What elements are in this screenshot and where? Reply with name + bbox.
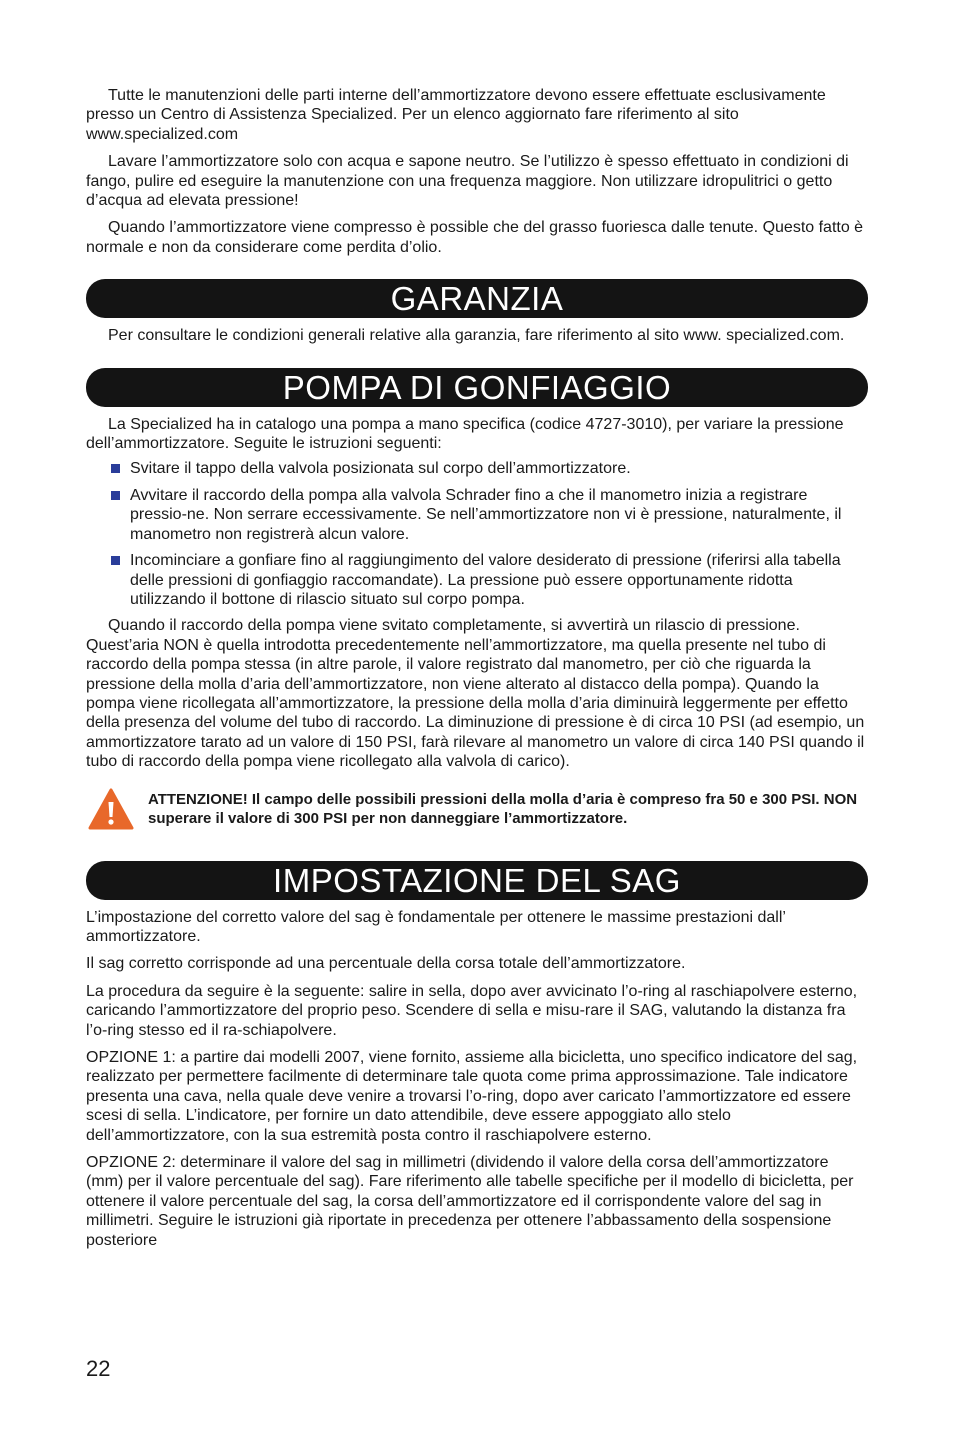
section-heading-pompa: POMPA DI GONFIAGGIO [86, 368, 868, 407]
bullet-square-icon [111, 491, 120, 500]
section-heading-sag: IMPOSTAZIONE DEL SAG [86, 861, 868, 900]
list-item: Avvitare il raccordo della pompa alla valvola Schrader fino a che il manometro inizia a registrare pressio-ne. Non serrare eccessivamente. Se nell’ammortizzatore non vi è pressione, naturalmente, il manometro non registrerà alcun valore. [86, 486, 868, 544]
sag-paragraph-3: La procedura da seguire è la seguente: salire in sella, dopo aver avvicinato l’o-ring al raschiapolvere esterno, caricando l’ammortizzatore del proprio peso. Scendere di sella e misu-rare il SAG, valutando la distanza fra l’o-ring stesso ed il ra-schiapolvere. [86, 982, 858, 1039]
sag-option-1: OPZIONE 1: a partire dai modelli 2007, viene fornito, assieme alla bicicletta, uno specifico indicatore del sag, realizzato per permettere facilmente di determinare tale quota come prima approssimazione. Tale indicatore presenta una cava, nella quale deve venire a trovarsi l’o-ring, dopo aver caricato l’ammortizzatore ed essere scesi di sella. L’indicatore, per fornire un dato attendibile, deve essere appoggiato allo stelo dell’ammortizzatore, con la sua estremità posta contro il raschiapolvere esterno. [86, 1049, 858, 1144]
list-item: Svitare il tappo della valvola posizionata sul corpo dell’ammortizzatore. [86, 459, 868, 478]
pompa-steps-list [86, 459, 868, 609]
bullet-square-icon [111, 464, 120, 473]
maintenance-paragraph-2: Lavare l’ammortizzatore solo con acqua e sapone neutro. Se l’utilizzo è spesso effettuato in condizioni di fango, pulire ed eseguire la manutenzione con una frequenza maggiore. Non utilizzare idropulitrici o getto d’acqua ad elevata pressione! [86, 153, 849, 210]
pompa-intro: La Specialized ha in catalogo una pompa a mano specifica (codice 4727-3010), per variare la pressione dell’ammortizzatore. Seguite le istruzioni seguenti: [86, 415, 844, 453]
list-item: Incominciare a gonfiare fino al raggiungimento del valore desiderato di pressione (riferirsi alla tabella delle pressioni di gonfiaggio raccomandate). La pressione può essere opportunamente ridotta utilizzando il bottone di rilascio situato sul corpo pompa. [86, 551, 868, 609]
page-number: 22 [86, 1356, 111, 1381]
manual-page [86, 86, 868, 1250]
warning-text: ATTENZIONE! Il campo delle possibili pressioni della molla d’aria è compreso fra 50 e 300 PSI. NON superare il valore di 300 PSI per non danneggiare l’ammortizzatore. [148, 790, 858, 828]
sag-option-2: OPZIONE 2: determinare il valore del sag in millimetri (dividendo il valore della corsa dell’ammortizzatore (mm) per il valore percentuale del sag). Fare riferimento alle tabelle specifiche per il modello di bicicletta, per ottenere il valore percentuale del sag, la corsa dell’ammortizzatore ed il corrispondente valore del sag in millimetri. Seguire le istruzioni già riportate in precedenza per ottenere l’abbassamento della sospensione posteriore [86, 1154, 854, 1249]
sag-paragraph-1: L’impostazione del corretto valore del sag è fondamentale per ottenere le massime prestazioni dall’ ammortizzatore. [86, 908, 786, 945]
bullet-square-icon [111, 556, 120, 565]
warning-box [86, 788, 868, 836]
section-heading-garanzia: GARANZIA [86, 279, 868, 318]
sag-paragraph-2: Il sag corretto corrisponde ad una percentuale della corsa totale dell’ammortizzatore. [86, 955, 686, 973]
maintenance-paragraph-1: Tutte le manutenzioni delle parti interne dell’ammortizzatore devono essere effettuate esclusivamente presso un Centro di Assistenza Specialized. Per un elenco aggiornato fare riferimento al sito www.specialized.com [86, 87, 826, 143]
warning-triangle-icon [88, 788, 134, 830]
pompa-paragraph-2: Quando il raccordo della pompa viene svitato completamente, si avvertirà un rilascio di pressione. Quest’aria NON è quella introdotta precedentemente nell’ammortizzatore, ma quella presente nel tubo di raccordo della pompa stessa (in altre parole, il valore registrato dal manometro, per ciò che riguarda la pressione della molla d’aria dell’ammortizzatore, non viene alterato al distacco della pompa). Quando la pompa viene ricollegata all’ammortizzatore, la pressione della molla d’aria diminuirà leggermente per effetto della presenza del volume del tubo di raccordo. La diminuzione di pressione è di circa 10 PSI (ad esempio, un ammortizzatore tarato ad un valore di 150 PSI, farà rilevare al manometro un valore di circa 140 PSI quando il tubo di raccordo della pompa viene ricollegato alla valvola di carico). [86, 617, 865, 771]
garanzia-paragraph: Per consultare le condizioni generali relative alla garanzia, fare riferimento al sito www. specialized.com. [108, 327, 845, 345]
maintenance-paragraph-3: Quando l’ammortizzatore viene compresso è possible che del grasso fuoriesca dalle tenute. Questo fatto è normale e non da considerare come perdita d’olio. [86, 219, 864, 256]
